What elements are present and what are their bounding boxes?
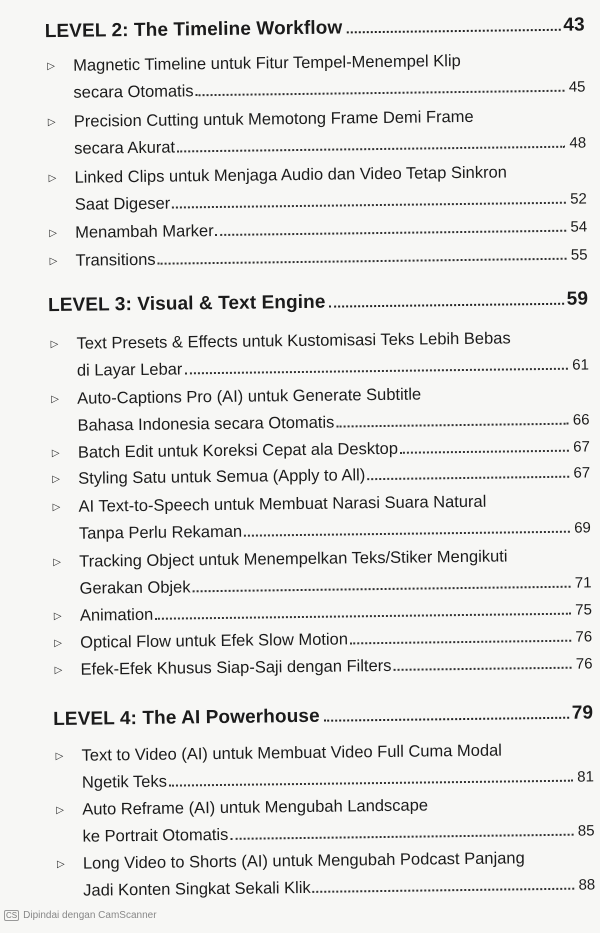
toc-item-line1: Auto Reframe (AI) untuk Mengubah Landscape (82, 796, 429, 819)
toc-item-page: 55 (570, 246, 588, 264)
camscanner-logo: CS (6, 911, 18, 920)
toc-item-line2: Bahasa Indonesia secara Otomatis (77, 413, 335, 435)
bullet-icon: ▷ (51, 393, 60, 406)
toc-item-line2: Styling Satu untuk Semua (Apply to All) (78, 466, 366, 488)
toc-item-line1: Tracking Object untuk Menempelkan Teks/Stiker Mengikuti (79, 547, 508, 571)
leader-dots (193, 586, 571, 593)
level-2-title: LEVEL 2: The Timeline Workflow (44, 17, 343, 43)
leader-dots (367, 476, 569, 480)
leader-dots (177, 146, 565, 153)
level-2-page: 43 (563, 14, 585, 36)
toc-item-page: 69 (574, 519, 591, 537)
bullet-icon: ▷ (49, 227, 57, 240)
toc-item-line1: Long Video to Shorts (AI) untuk Mengubah Podcast Panjang (82, 849, 525, 873)
toc-item-line2: secara Akurat (74, 138, 176, 158)
leader-dots (216, 230, 567, 236)
bullet-icon: ▷ (53, 610, 62, 623)
toc-item-line2: Menambah Marker (75, 222, 214, 242)
watermark-text: Dipindai dengan CamScanner (23, 910, 157, 921)
leader-dots (244, 531, 570, 537)
leader-dots (155, 613, 571, 620)
toc-item-page: 76 (575, 655, 593, 673)
bullet-icon: ▷ (52, 473, 60, 486)
toc-item-line2: secara Otomatis (73, 82, 194, 102)
toc-item-page: 67 (573, 438, 590, 456)
toc-item-page: 71 (574, 574, 592, 592)
toc-item (48, 102, 587, 163)
toc-item-page: 61 (572, 356, 589, 374)
leader-dots (336, 423, 568, 428)
toc-item-line1: Text to Video (AI) untuk Membuat Video Full Cuma Modal (81, 741, 503, 765)
toc-item-line2: di Layar Lebar (76, 360, 183, 380)
bullet-icon: ▷ (51, 447, 60, 460)
toc-item-page: 67 (573, 464, 591, 482)
toc-item-page: 76 (575, 628, 593, 646)
toc-item-line1: Text Presets & Effects untuk Kustomisasi Teks Lebih Bebas (76, 329, 511, 353)
bullet-icon: ▷ (47, 116, 56, 129)
leader-dots (350, 640, 572, 645)
toc-item-line2: Efek-Efek Khusus Siap-Saji dengan Filters (80, 656, 392, 679)
leader-dots (400, 450, 569, 454)
toc-item (54, 650, 592, 684)
scanner-watermark (4, 910, 157, 921)
toc-item-line2: Gerakan Objek (79, 578, 191, 598)
leader-dots (158, 258, 567, 265)
toc-item-page: 88 (578, 876, 596, 894)
toc-item-line2: Animation (79, 605, 154, 625)
toc-item (56, 790, 595, 851)
toc-item-line2: ke Portrait Otomatis (82, 825, 229, 846)
leader-dots (184, 368, 568, 375)
toc-item-page: 48 (569, 134, 587, 152)
toc-item-page: 85 (577, 822, 595, 840)
leader-dots (324, 717, 569, 722)
toc-item-line1: Auto-Captions Pro (AI) untuk Generate Subtitle (77, 385, 422, 408)
toc-item (49, 241, 587, 275)
bullet-icon: ▷ (50, 338, 59, 351)
toc-item (51, 379, 590, 440)
leader-dots (169, 780, 573, 787)
level-4-page: 79 (571, 702, 594, 724)
toc-item (53, 542, 592, 603)
toc-item-line2: Batch Edit untuk Koreksi Cepat ala Desktop (77, 439, 399, 462)
level-3-title: LEVEL 3: Visual & Text Engine (47, 291, 326, 317)
toc-item (50, 324, 589, 385)
toc-item-page: 81 (577, 768, 594, 786)
toc-item (47, 46, 586, 107)
leader-dots (330, 303, 564, 308)
toc-item-line2: Jadi Konten Singkat Sekali Klik (83, 878, 311, 900)
toc-item-line1: Precision Cutting untuk Memotong Frame Demi Frame (73, 107, 474, 131)
toc-item-line1: Linked Clips untuk Menjaga Audio dan Video Tetap Sinkron (74, 163, 507, 187)
toc-item-page: 66 (572, 411, 590, 429)
bullet-icon: ▷ (48, 172, 57, 185)
level-4-title: LEVEL 4: The AI Powerhouse (53, 705, 320, 731)
bullet-icon: ▷ (54, 637, 62, 650)
toc-item-line2: Saat Digeser (74, 194, 171, 214)
toc-item-page: 45 (568, 78, 586, 96)
toc-item-line2: Optical Flow untuk Efek Slow Motion (80, 630, 349, 652)
level-3-page: 59 (566, 288, 589, 310)
toc-item-line1: Magnetic Timeline untuk Fitur Tempel-Menempel Klip (73, 52, 461, 75)
bullet-icon: ▷ (52, 501, 61, 514)
leader-dots (230, 834, 574, 840)
toc-item-line1: AI Text-to-Speech untuk Membuat Narasi Suara Natural (78, 492, 487, 516)
bullet-icon: ▷ (56, 804, 65, 817)
level-2-heading (45, 14, 585, 43)
bullet-icon: ▷ (47, 60, 55, 73)
toc-item (48, 158, 587, 219)
toc-item (57, 844, 596, 905)
toc-item-page: 54 (570, 218, 588, 236)
toc-item-page: 52 (570, 190, 587, 208)
leader-dots (313, 888, 575, 893)
bullet-icon: ▷ (54, 664, 63, 677)
leader-dots (393, 667, 571, 671)
bullet-icon: ▷ (53, 556, 62, 569)
leader-dots (172, 202, 566, 209)
bullet-icon: ▷ (56, 858, 65, 870)
toc-item (52, 487, 591, 548)
toc-item-line2: Transitions (75, 250, 156, 270)
level-3-heading (48, 288, 588, 317)
toc-item-page: 75 (575, 601, 592, 619)
toc-item (55, 736, 594, 797)
bullet-icon: ▷ (49, 255, 58, 268)
level-4-heading (53, 702, 593, 731)
leader-dots (196, 90, 565, 97)
toc-item-line2: Tanpa Perlu Rekaman (78, 522, 243, 543)
bullet-icon: ▷ (55, 750, 64, 763)
leader-dots (346, 29, 560, 34)
toc-item-line2: Ngetik Teks (81, 772, 168, 792)
